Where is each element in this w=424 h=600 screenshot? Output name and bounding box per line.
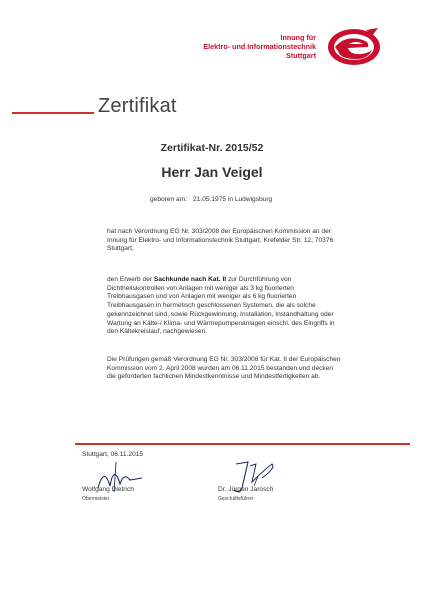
- certificate-number: Zertifikat-Nr. 2015/52: [160, 142, 264, 154]
- place-date: Stuttgart, 06.11.2015: [82, 451, 144, 458]
- guild-line-2: Elektro- und Informationstechnik: [203, 42, 316, 51]
- signatory-2-name: Dr. Jürgen Jarosch: [218, 486, 274, 493]
- paragraph-2-bold: Sachkunde nach Kat. II: [153, 276, 227, 283]
- birth-info: [150, 196, 272, 203]
- paragraph-2: [107, 276, 342, 337]
- guild-name: [156, 33, 316, 60]
- born-label: geboren am:: [150, 196, 188, 203]
- signatory-1-role: Obermeister: [82, 496, 110, 502]
- paragraph-2-pre: den Erwerb der: [107, 276, 154, 283]
- e-marke-logo-icon: [326, 26, 382, 68]
- paragraph-1: hat nach Verordnung EG Nr. 303/2008 der Europäischen Kommission an der Innung für Elektro- und Informationstechnik Stuttgart, Krefelder Str. 12, 70376 Stuttgart,: [107, 228, 334, 253]
- guild-line-3: Stuttgart: [286, 51, 316, 60]
- document-title: Zertifikat: [98, 95, 177, 117]
- guild-line-1: Innung für: [280, 33, 316, 42]
- signatory-2-role: Geschäftsführer: [218, 496, 254, 502]
- paragraph-3: Die Prüfungen gemäß Verordnung EG Nr. 303/2008 für Kat. II der Europäischen Kommission vom 2. April 2008 wurden am 06.11.2015 bestanden und decken die geforderten fachlichen Mindestkenntnisse und Mindestfertigkeiten ab.: [107, 356, 341, 381]
- recipient-name: Herr Jan Veigel: [161, 164, 263, 180]
- bottom-rule: [75, 443, 410, 445]
- paragraph-2-post: zur Durchführung von Dichtheitskontrollen von Anlagen mit weniger als 3 kg fluorierten Treibhausgasen und von Anlagen mit weniger als 6 kg fluorierten Treibhausgasen in hermetisch geschlossenen Systemen, die als solche gekennzeichnet sind, sowie Rückgewinnung, Installation, Instandhaltung oder Wartung an Kälte-/ Klima- und Wärmepumpenanlagen einschl. des Eingriffs in den Kältekreislauf, nachgewiesen.: [107, 276, 335, 336]
- title-rule: [12, 112, 94, 114]
- born-date: 21.05.1975 in Ludwigsburg: [193, 196, 273, 203]
- signatory-1-name: Wolfgang Dietrich: [82, 486, 134, 493]
